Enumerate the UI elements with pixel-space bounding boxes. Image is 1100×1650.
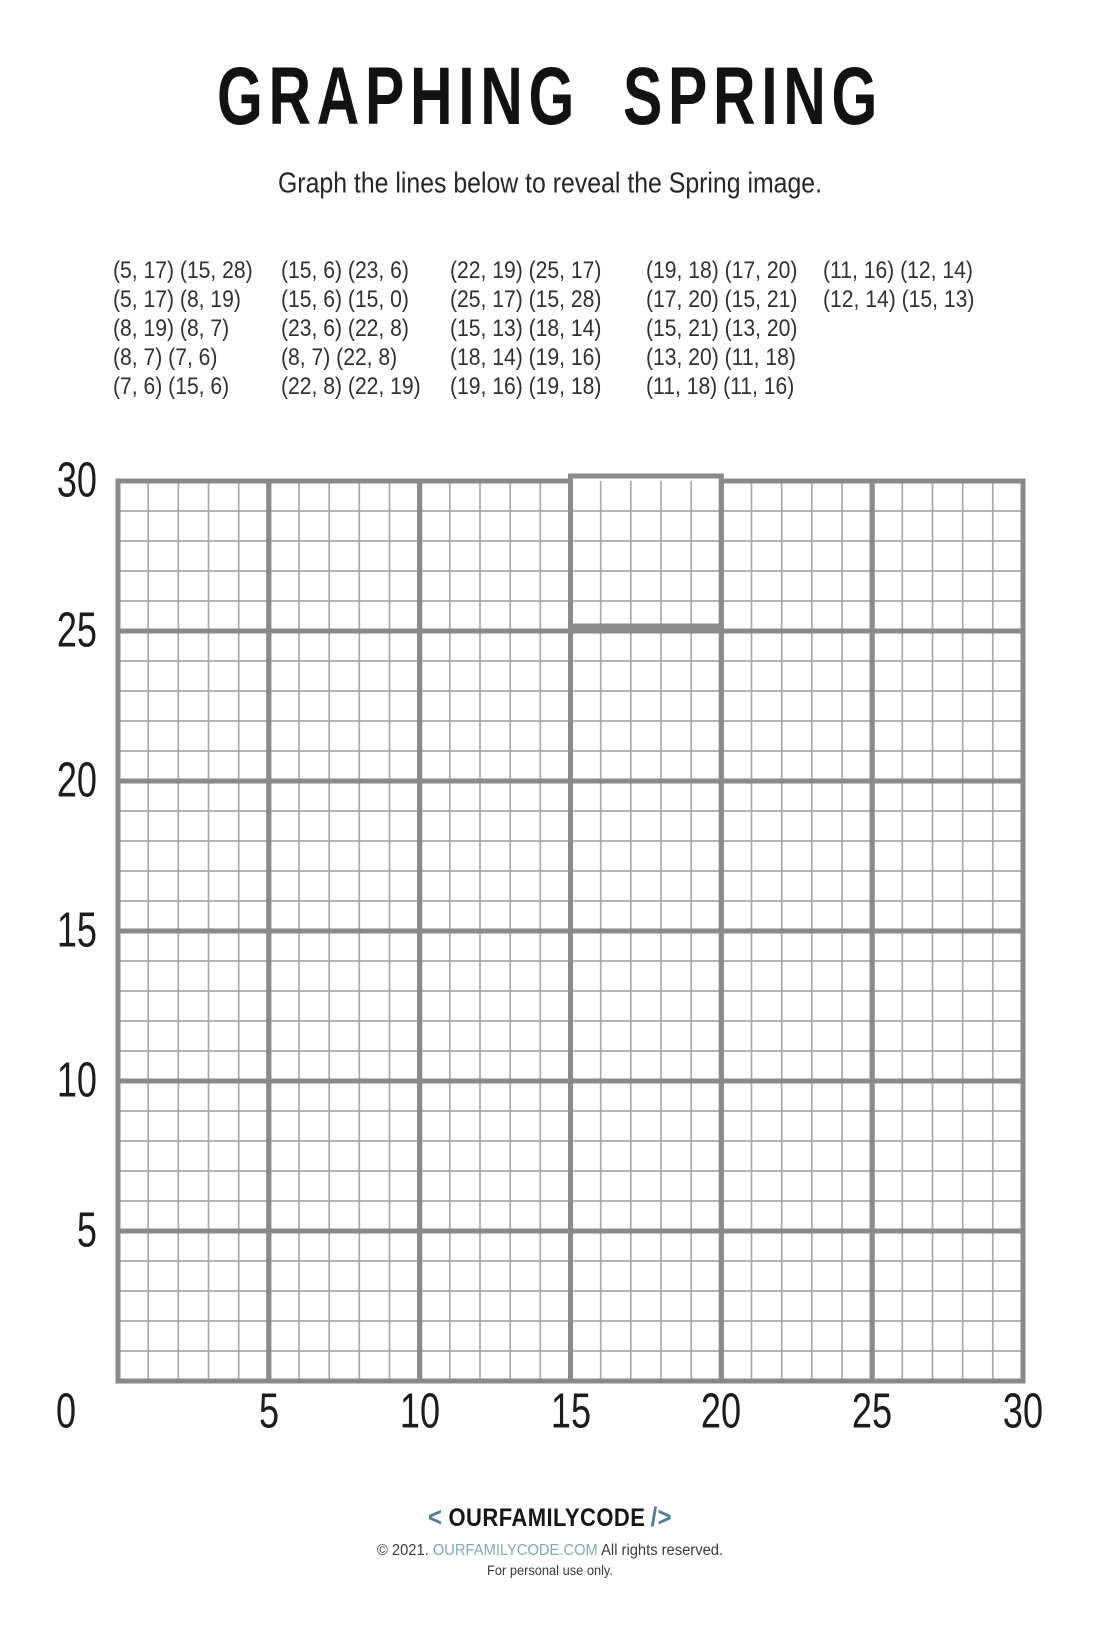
y-axis-label-15: 15: [56, 903, 97, 958]
y-axis-label-30: 30: [56, 453, 97, 508]
chevron-right-icon: >: [657, 1502, 672, 1532]
coordinate-pair-line: (8, 7) (22, 8): [281, 344, 398, 371]
coordinate-pair-line: (23, 6) (22, 8): [281, 315, 409, 342]
coordinate-pair-line: (19, 16) (19, 18): [450, 373, 602, 400]
personal-use-text: For personal use only.: [487, 1563, 613, 1578]
page-title: GRAPHING SPRING: [216, 51, 884, 143]
coordinate-grid: [118, 481, 1023, 1381]
footer: [0, 1502, 1100, 1578]
instructions-text: Graph the lines below to reveal the Spring image.: [277, 167, 823, 199]
coordinate-pair-line: (15, 13) (18, 14): [450, 315, 602, 342]
y-axis-label-20: 20: [56, 753, 97, 808]
brand-name: OURFAMILYCODE: [448, 1504, 646, 1532]
coordinate-pair-line: (17, 20) (15, 21): [646, 286, 798, 313]
coordinate-pair-line: (22, 8) (22, 19): [281, 373, 421, 400]
coordinate-pair-line: (18, 14) (19, 16): [450, 344, 602, 371]
coordinate-column-2: [281, 256, 421, 401]
coordinate-pair-line: (5, 17) (8, 19): [113, 286, 241, 313]
coordinate-pair-line: (11, 16) (12, 14): [823, 257, 973, 284]
coordinate-pair-line: (13, 20) (11, 18): [646, 344, 796, 371]
y-axis-label-25: 25: [56, 603, 97, 658]
chevron-left-icon: <: [428, 1502, 443, 1532]
y-axis-label-10: 10: [56, 1053, 97, 1108]
coordinate-pair-line: (22, 19) (25, 17): [450, 257, 602, 284]
coordinate-column-5: [823, 256, 974, 314]
coordinate-pair-line: (15, 6) (15, 0): [281, 286, 409, 313]
copyright-text: [28, 1542, 1073, 1560]
coordinate-pair-line: (8, 19) (8, 7): [113, 315, 230, 342]
x-axis-label-10: 10: [399, 1384, 441, 1439]
coordinate-pair-line: (25, 17) (15, 28): [450, 286, 602, 313]
coordinate-pair-line: (19, 18) (17, 20): [646, 257, 798, 284]
copyright-suffix: All rights reserved.: [597, 1542, 724, 1559]
x-axis-label-5: 5: [258, 1384, 280, 1439]
coordinate-pair-line: (11, 18) (11, 16): [646, 373, 795, 400]
coordinate-pair-line: (15, 21) (13, 20): [646, 315, 798, 342]
x-axis-label-30: 30: [1002, 1384, 1044, 1439]
x-axis-label-15: 15: [550, 1384, 592, 1439]
coordinate-pair-line: (8, 7) (7, 6): [113, 344, 218, 371]
coordinate-pair-line: (7, 6) (15, 6): [113, 373, 230, 400]
origin-label: 0: [55, 1384, 77, 1439]
coordinate-column-1: [113, 256, 253, 401]
coordinate-pair-line: (12, 14) (15, 13): [823, 286, 975, 313]
coordinate-pair-line: (5, 17) (15, 28): [113, 257, 253, 284]
coordinate-column-3: [450, 256, 601, 401]
site-link: OURFAMILYCODE.COM: [432, 1542, 598, 1559]
x-axis-label-25: 25: [851, 1384, 893, 1439]
coordinate-column-4: [646, 256, 797, 401]
slash-icon: /: [650, 1502, 658, 1532]
x-axis-label-20: 20: [700, 1384, 742, 1439]
y-axis-label-5: 5: [76, 1203, 97, 1258]
coordinate-pair-line: (15, 6) (23, 6): [281, 257, 409, 284]
copyright-prefix: © 2021.: [376, 1542, 433, 1559]
brand-logo: [66, 1502, 1034, 1533]
